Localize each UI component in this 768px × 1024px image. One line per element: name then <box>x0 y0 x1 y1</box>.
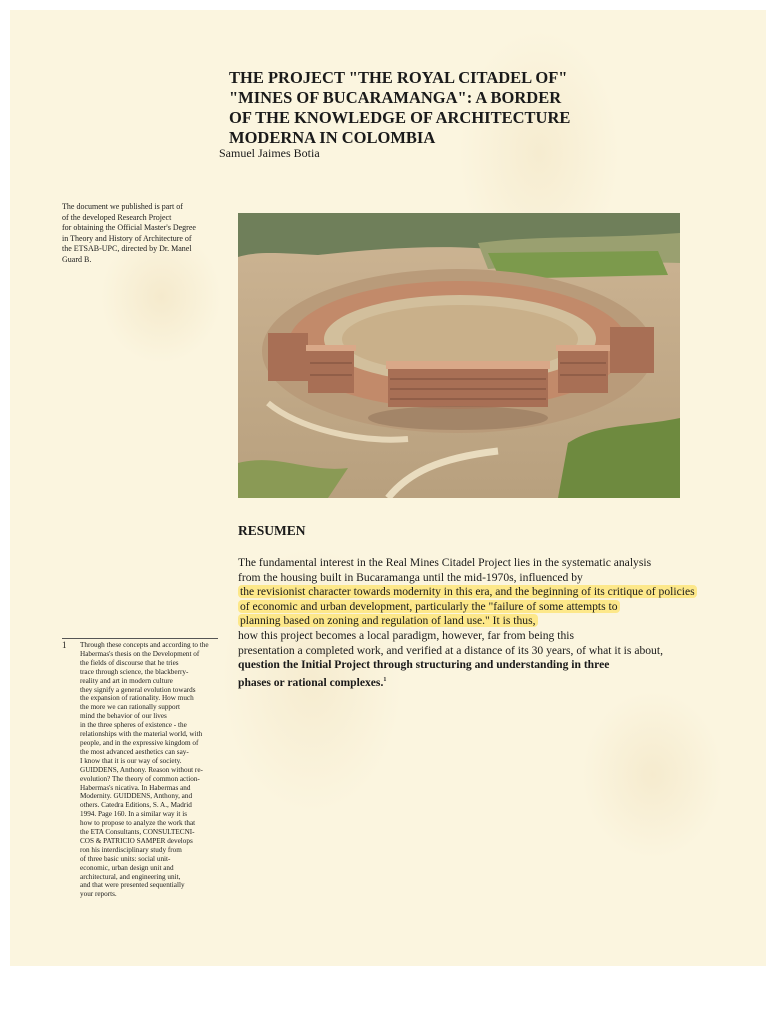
footnote-line: others. Catedra Editions, S. A., Madrid <box>80 801 192 810</box>
footnote <box>62 641 234 899</box>
abstract-line <box>238 585 708 600</box>
side-note-line: Guard B. <box>62 254 92 264</box>
footnote-number: 1 <box>62 640 67 650</box>
article-title <box>229 68 649 148</box>
title-line: "MINES OF BUCARAMANGA": A BORDER <box>229 88 562 107</box>
side-note <box>62 202 214 265</box>
footnote-line: 1994. Page 160. In a similar way it is <box>80 810 187 819</box>
footnote-line: Modernity. GUIDDENS, Anthony, and <box>80 792 193 801</box>
side-note-line: for obtaining the Official Master's Degree <box>62 223 196 232</box>
highlighted-text: of economic and urban development, particularly the "failure of some attempts to <box>240 599 618 613</box>
abstract-text-bold: phases or rational complexes. <box>238 675 384 689</box>
side-note-line: in Theory and History of Architecture of <box>62 233 192 243</box>
title-line: MODERNA IN COLOMBIA <box>229 128 436 147</box>
footnote-line: evolution? The theory of common action- <box>80 774 200 783</box>
footnote-line: the most advanced aesthetics can say- <box>80 747 189 756</box>
footnote-line: economic, urban design unit and <box>80 863 174 872</box>
footnote-line: relationships with the material world, with <box>80 730 203 739</box>
abstract-line <box>238 614 708 629</box>
side-note-line: the ETSAB-UPC, directed by Dr. Manel <box>62 244 192 253</box>
footnote-line: the fields of discourse that he tries <box>80 658 179 667</box>
footnote-line: Through these concepts and according to the <box>80 641 209 649</box>
footnote-reference[interactable]: 1 <box>383 676 387 683</box>
highlighted-text: planning based on zoning and regulation of land use." It is thus, <box>240 614 536 628</box>
side-note-line: The document we published is part of <box>62 202 183 211</box>
abstract-line: presentation a completed work, and verified at a distance of its 30 years, of what it is about, <box>238 643 663 657</box>
footnote-line: reality and art in modern culture <box>80 676 173 685</box>
footnote-line: people, and in the expressive kingdom of <box>80 738 199 747</box>
abstract-line <box>238 571 708 586</box>
highlighted-text: the revisionist character towards modernity in this era, and the beginning of its critique of policies <box>240 585 695 599</box>
footnote-line: and that were presented sequentially <box>80 881 185 890</box>
footnote-line: mind the behavior of our lives <box>80 712 167 721</box>
footnote-divider <box>62 638 218 639</box>
footnote-line: the ETA Consultants, CONSULTECNI- <box>80 828 195 837</box>
title-line: THE PROJECT "THE ROYAL CITADEL OF" <box>229 68 568 87</box>
abstract-text-plain: from the housing built in Bucaramanga until the mid-1970s, influenced by <box>238 570 583 584</box>
footnote-line: they signify a general evolution towards <box>80 685 196 694</box>
footnote-line: the more we can rationally support <box>80 703 180 712</box>
aerial-photo <box>238 213 680 498</box>
footnote-line: in the three spheres of existence - the <box>80 721 187 730</box>
footnote-line: how to propose to analyze the work that <box>80 819 196 828</box>
footnote-line: I know that it is our way of society. <box>80 756 182 765</box>
abstract-text <box>238 556 708 690</box>
title-line: OF THE KNOWLEDGE OF ARCHITECTURE <box>229 108 571 127</box>
abstract-line: how this project becomes a local paradigm, however, far from being this <box>238 628 574 642</box>
footnote-line: your reports. <box>80 890 117 899</box>
aerial-photo-icon <box>238 213 680 498</box>
resumen-heading: RESUMEN <box>238 523 306 538</box>
footnote-line: of three basic units: social unit- <box>80 854 171 863</box>
abstract-line-bold: question the Initial Project through structuring and understanding in three <box>238 658 610 672</box>
footnote-line: ron his interdisciplinary study from <box>80 845 182 854</box>
author-name: Samuel Jaimes Botia <box>219 146 320 160</box>
footnote-line: the expansion of rationality. How much <box>80 694 194 703</box>
footnote-line: Habermas's nicativa. In Habermas and <box>80 783 191 792</box>
footnote-line: COS & PATRICIO SAMPER develops <box>80 836 193 845</box>
abstract-line <box>238 600 708 615</box>
side-note-line: of the developed Research Project <box>62 212 172 222</box>
footnote-line: trace through science, the blackberry- <box>80 667 189 676</box>
abstract-line: The fundamental interest in the Real Mines Citadel Project lies in the systematic analysis <box>238 556 652 569</box>
abstract-line-bold <box>238 673 708 690</box>
footnote-line: Habermas's thesis on the Development of <box>80 649 200 658</box>
footnote-line: GUIDDENS, Anthony. Reason without re- <box>80 765 203 774</box>
footnote-body <box>80 641 234 899</box>
footnote-line: architectural, and engineering unit, <box>80 872 181 881</box>
